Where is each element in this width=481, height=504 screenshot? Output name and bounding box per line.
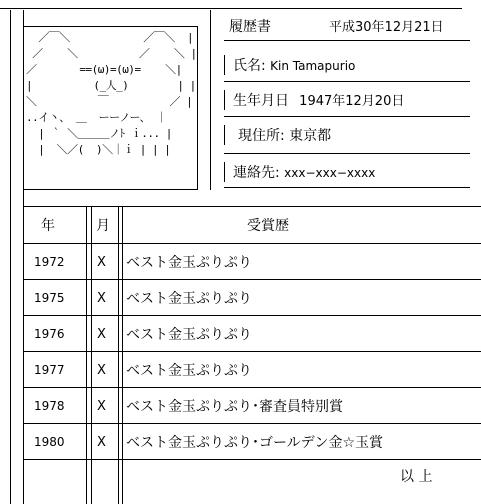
info-bar (224, 55, 225, 75)
info-separator (224, 81, 470, 82)
top-rule (0, 8, 462, 9)
address-label: 現住所: (238, 128, 290, 144)
address-value: 東京都 (289, 128, 332, 144)
table-row-rule (24, 423, 481, 424)
left-border-line (10, 10, 11, 504)
table-row-rule (24, 279, 481, 280)
photo-frame-top (24, 26, 198, 27)
table-row-rule (24, 315, 481, 316)
award-month: X (97, 435, 106, 450)
info-bar (224, 162, 225, 182)
contact-label: 連絡先: (233, 165, 285, 181)
award-year: 1976 (34, 327, 65, 341)
info-separator (224, 40, 470, 41)
name-label: 氏名: (233, 58, 271, 74)
award-year: 1977 (34, 363, 65, 377)
table-row-rule (24, 351, 481, 352)
award-year: 1975 (34, 291, 65, 305)
award-month: X (97, 399, 106, 414)
award-month: X (97, 255, 106, 270)
closing-text: 以 上 (400, 469, 433, 485)
birthdate-value: 1947年12月20日 (299, 94, 405, 109)
birthdate-field (233, 92, 404, 108)
left-border-line (23, 10, 24, 504)
info-separator (224, 116, 470, 117)
award-year: 1972 (34, 255, 65, 269)
photo-frame-right (197, 26, 198, 190)
award-name: ベスト金玉ぷりぷり (126, 363, 252, 379)
award-name: ベスト金玉ぷりぷり･審査員特別賞 (126, 399, 343, 415)
name-value: Kin Tamapurio (270, 59, 356, 73)
award-year: 1980 (34, 435, 65, 449)
header-award: 受賞歴 (247, 218, 289, 234)
header-month: 月 (96, 218, 110, 234)
award-name: ベスト金玉ぷりぷり (126, 327, 252, 343)
table-top-rule (24, 206, 481, 207)
award-month: X (97, 291, 106, 306)
address-field (238, 127, 331, 143)
award-name: ベスト金玉ぷりぷり (126, 291, 252, 307)
award-month: X (97, 327, 106, 342)
table-row-rule (24, 387, 481, 388)
header-year: 年 (41, 218, 55, 234)
award-name: ベスト金玉ぷりぷり (126, 255, 252, 271)
table-row-rule (24, 459, 481, 460)
photo-frame-bottom (24, 189, 198, 190)
info-bar (224, 125, 225, 145)
info-separator (224, 153, 470, 154)
award-year: 1978 (34, 399, 65, 413)
photo-side-rule (210, 10, 211, 190)
info-bar (224, 90, 225, 110)
award-month: X (97, 363, 106, 378)
document-title: 履歴書 (229, 19, 271, 35)
ascii-art-photo: ／￣＼ ／￣＼ | ／ ＼ ／ ＼ | ／ ==(ω)=(ω)= ＼| | (_人_) | | ＼ ￣ ／ | ..イ丶、 ＿ ーーノー、 ｜ | ｀ ＼＿＿＿ノﾄ ｉ... | | ＼／( )＼｜ｉ | | | (26, 31, 197, 156)
award-name: ベスト金玉ぷりぷり･ゴールデン金☆玉賞 (126, 435, 383, 451)
document-date: 平成30年12月21日 (329, 20, 444, 35)
table-row-rule (24, 243, 481, 244)
name-field (233, 57, 355, 73)
contact-field (233, 164, 375, 180)
info-separator (224, 187, 470, 188)
contact-value: xxx−xxx−xxxx (284, 166, 376, 180)
birthdate-label: 生年月日 (233, 93, 289, 109)
